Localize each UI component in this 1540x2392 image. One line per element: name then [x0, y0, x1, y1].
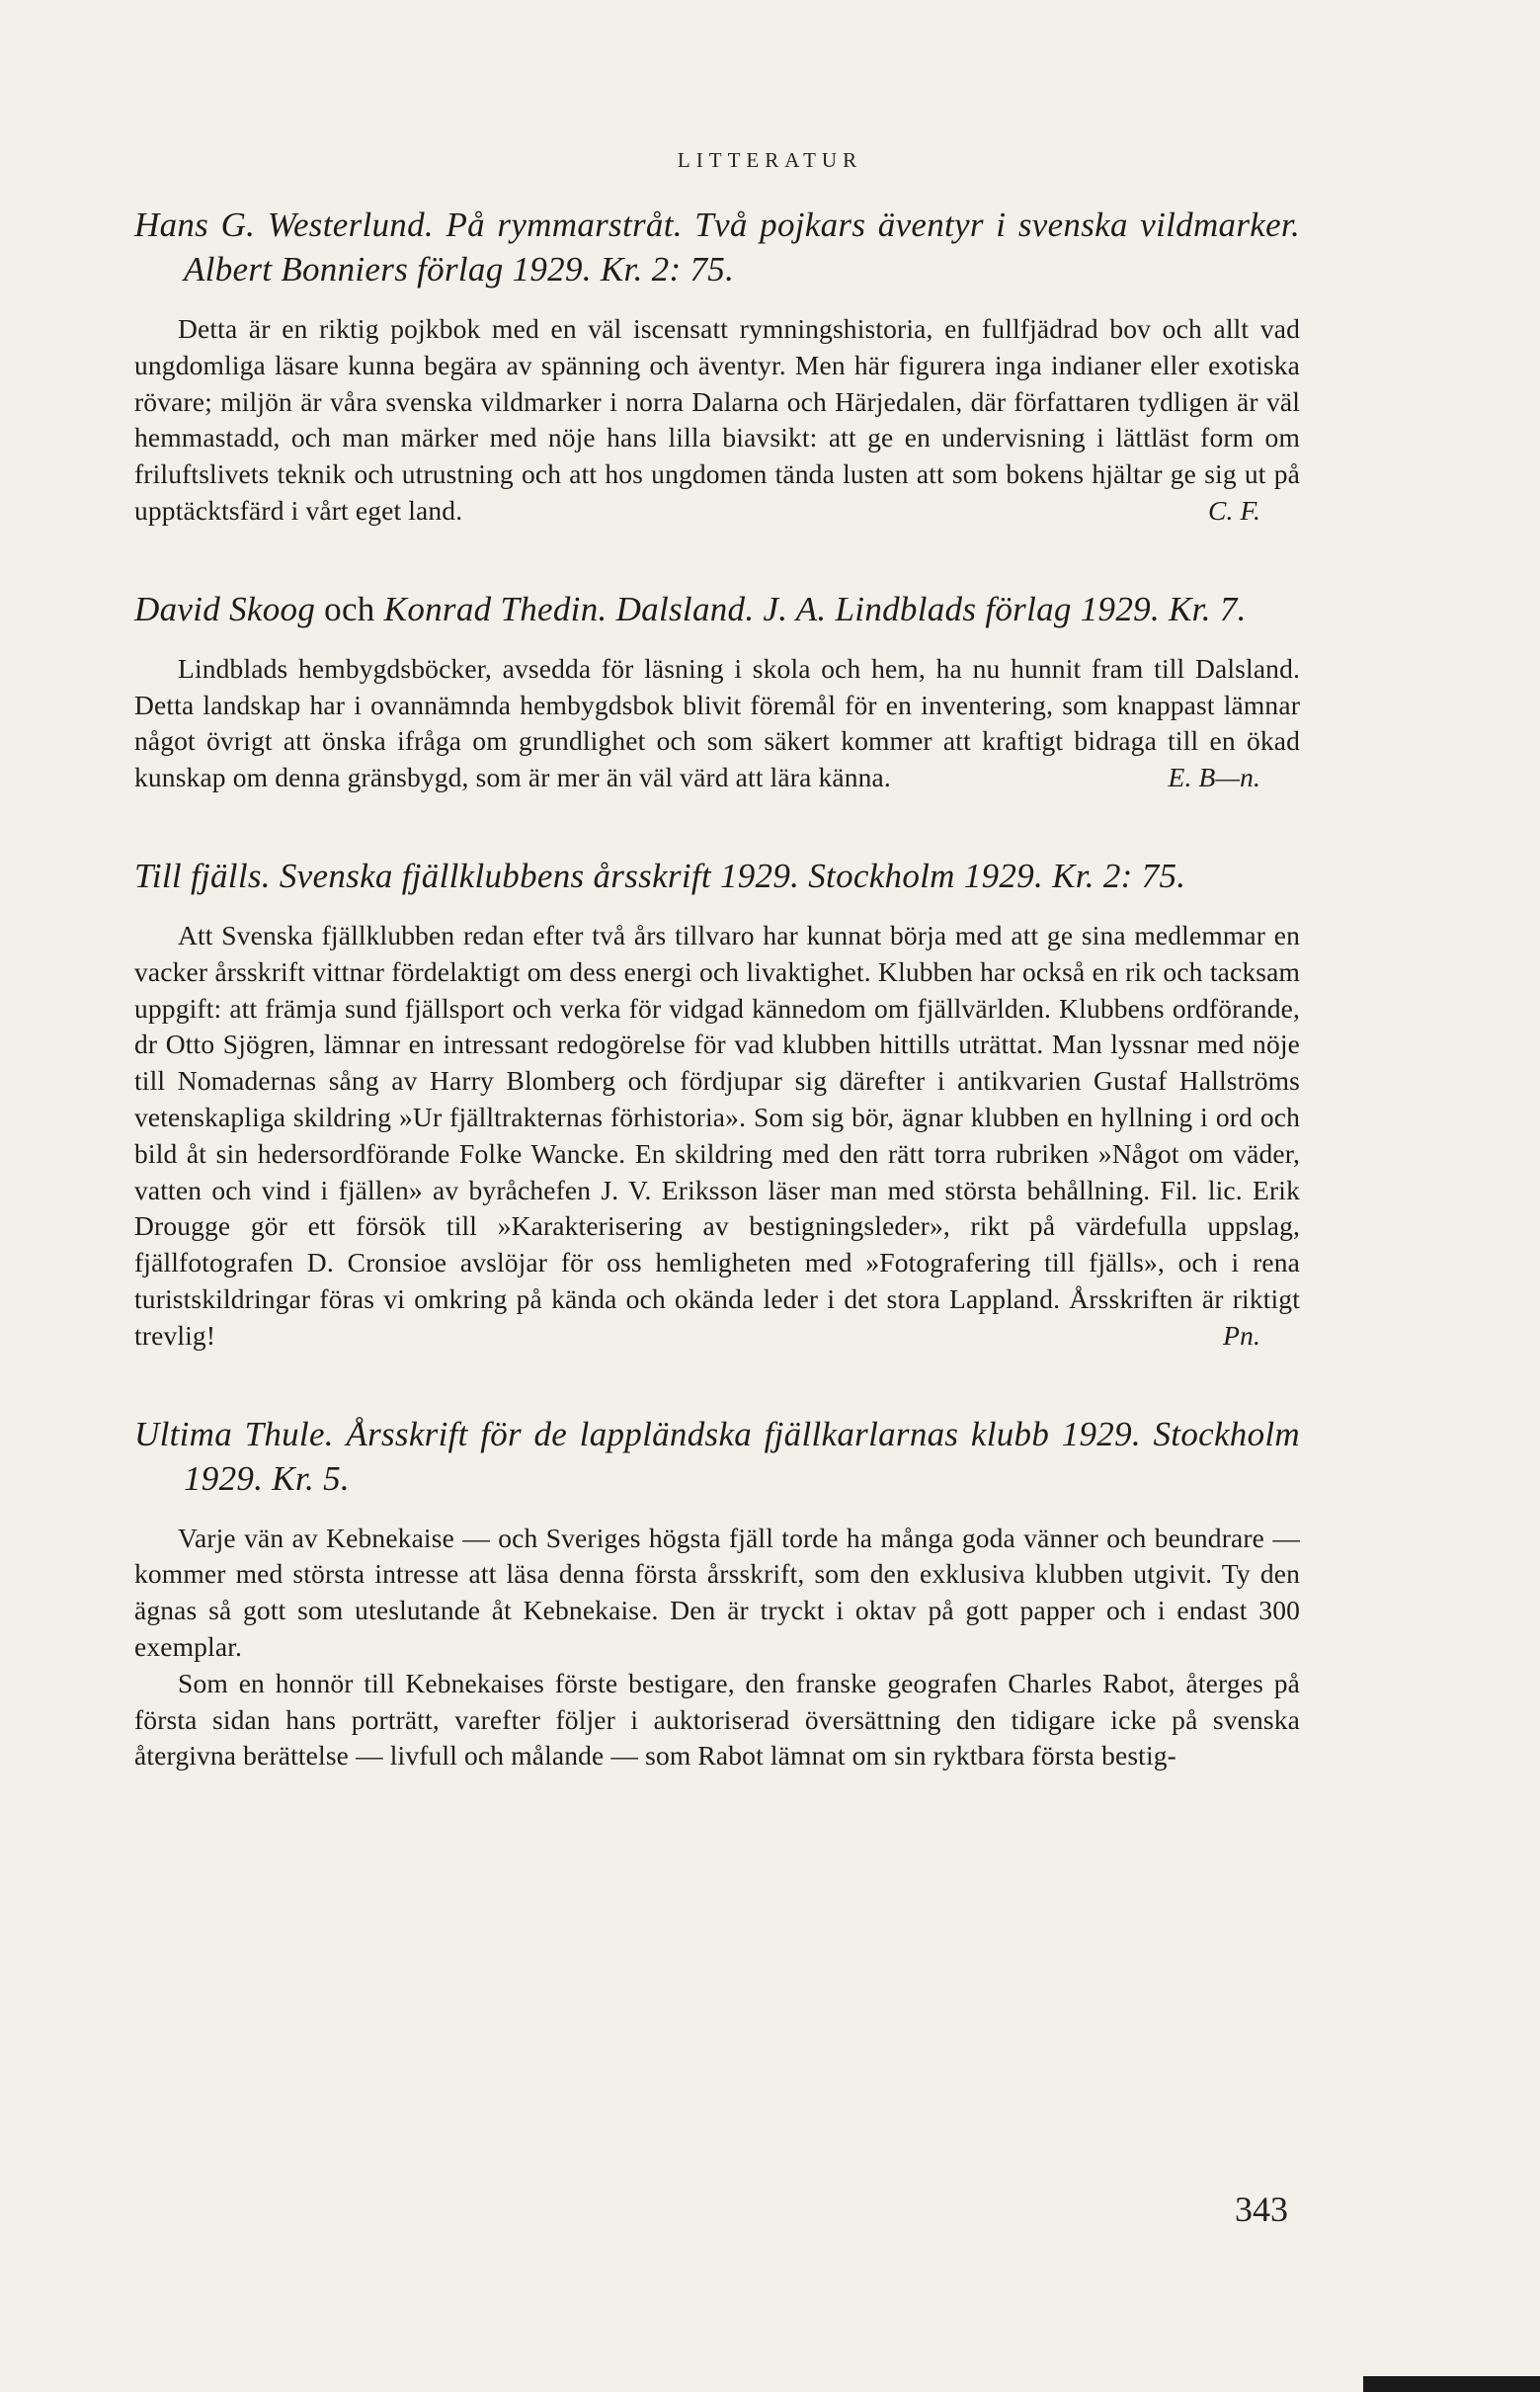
review-heading	[134, 1412, 1300, 1501]
review-heading-text: Konrad Thedin. Dalsland. J. A. Lindblads förlag 1929. Kr. 7.	[383, 589, 1247, 628]
scan-edge-mark	[1363, 2376, 1540, 2392]
review	[134, 854, 1300, 1355]
review-signature: E. B—n.	[1168, 762, 1260, 793]
review-paragraph	[134, 311, 1300, 530]
running-head: LITTERATUR	[677, 148, 863, 172]
review-signature: Pn.	[1223, 1319, 1260, 1351]
page-number: 343	[1235, 2189, 1288, 2229]
review-heading-text: och	[315, 589, 384, 628]
review-paragraph-text: Lindblads hembygdsböcker, avsedda för läsning i skola och hem, ha nu hunnit fram till Dalsland. Detta landskap har i ovannämnda hembygdsbok blivit föremål för en inventering, som knappast lämnar något övrigt att önska ifråga om grundlighet och som säkert kommer att kraftigt bidraga till en ökad kunskap om denna gränsbygd, som är mer än väl värd att lära känna.	[134, 652, 1300, 793]
review-body	[134, 651, 1300, 796]
review-heading	[134, 203, 1300, 291]
review-body	[134, 1521, 1300, 1775]
review-heading	[134, 854, 1300, 898]
review-paragraph	[134, 651, 1300, 796]
review-heading-text: David Skoog	[134, 589, 316, 628]
review-body	[134, 918, 1300, 1355]
review	[134, 203, 1300, 530]
review-heading-text: Hans G. Westerlund. På rymmarstråt. Två pojkars äventyr i svenska vildmarker. Albert Bonniers förlag 1929. Kr. 2: 75.	[134, 206, 1300, 289]
review-heading-text: Ultima Thule. Årsskrift för de lappländska fjällkarlarnas klubb 1929. Stockholm 1929. Kr. 5.	[134, 1414, 1300, 1498]
review-body	[134, 311, 1300, 530]
review-heading	[134, 587, 1300, 631]
review-heading-text: Till fjälls. Svenska fjällklubbens årsskrift 1929. Stockholm 1929. Kr. 2: 75.	[134, 856, 1186, 895]
review-paragraph: Som en honnör till Kebnekaises förste bestigare, den franske geografen Charles Rabot, återges på första sidan hans porträtt, varefter följer i auktoriserad översättning den tidigare icke på svenska återgivna berättelse — livfull och målande — som Rabot lämnat om sin ryktbara första bestig-	[134, 1667, 1300, 1772]
review-paragraph-text: Detta är en riktig pojkbok med en väl iscensatt rymningshistoria, en fullfjädrad bov och allt vad ungdomliga läsare kunna begära av spänning och äventyr. Men här figurera inga indianer eller exotiska rövare; miljön är våra svenska vildmarker i norra Dalarna och Härjedalen, där författaren tydligen är väl hemmastadd, och man märker med nöje hans lilla biavsikt: att ge en undervisning i lättläst form om friluftslivets teknik och utrustning och att hos ungdomen tända lusten att som bokens hjältar ge sig ut på upptäcktsfärd i vårt eget land.	[134, 313, 1300, 526]
review	[134, 587, 1300, 796]
reviews-column	[134, 203, 1300, 1832]
review-paragraph	[134, 918, 1300, 1355]
review-signature: C. F.	[1208, 494, 1260, 526]
review-paragraph: Varje vän av Kebnekaise — och Sveriges högsta fjäll torde ha många goda vänner och beundrare — kommer med största intresse att läsa denna första årsskrift, som den exklusiva klubben utgivit. Ty den ägnas så gott som uteslutande åt Kebnekaise. Den är tryckt i oktav på gott papper och i endast 300 exemplar.	[134, 1522, 1300, 1662]
review-paragraph-text: Att Svenska fjällklubben redan efter två års tillvaro har kunnat börja med att ge sina medlemmar en vacker årsskrift vittnar fördelaktigt om dess energi och livaktighet. Klubben har också en rik och tacksam uppgift: att främja sund fjällsport och verka för vidgad kännedom om fjällvärlden. Klubbens ordförande, dr Otto Sjögren, lämnar en intressant redogörelse för vad klubben hittills uträttat. Man lyssnar med nöje till Nomadernas sång av Harry Blomberg och fördjupar sig därefter i antikvarien Gustaf Hallströms vetenskapliga skildring »Ur fjälltrakternas förhistoria». Som sig bör, ägnar klubben en hyllning i ord och bild åt sin hedersordförande Folke Wancke. En skildring med den rätt torra rubriken »Något om väder, vatten och vind i fjällen» av byråchefen J. V. Eriksson läser man med största behållning. Fil. lic. Erik Drougge gör ett försök till »Karakterisering av bestigningsleder», rikt på värdefulla uppslag, fjällfotografen D. Cronsioe avslöjar för oss hemligheten med »Fotografering till fjälls», och i rena turistskildringar föras vi omkring på kända och okända leder i det stora Lappland. Årsskriften är riktigt trevlig!	[134, 919, 1300, 1351]
review	[134, 1412, 1300, 1775]
